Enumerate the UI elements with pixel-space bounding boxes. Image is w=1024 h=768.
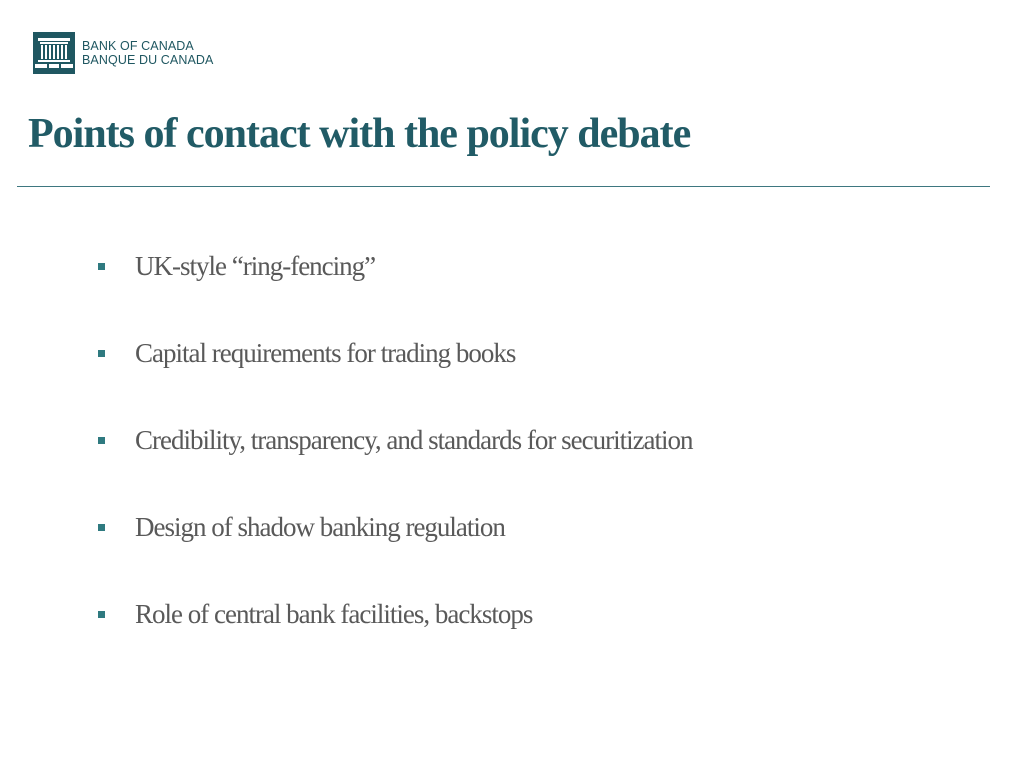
bullet-text: Capital requirements for trading books: [135, 337, 516, 368]
bullet-item: [98, 505, 693, 549]
logo-line-french: BANQUE DU CANADA: [82, 53, 214, 67]
square-bullet-icon: [98, 437, 105, 444]
slide-title: Points of contact with the policy debate: [28, 111, 691, 157]
logo-line-english: BANK OF CANADA: [82, 39, 194, 53]
bullet-item: [98, 592, 693, 636]
square-bullet-icon: [98, 611, 105, 618]
square-bullet-icon: [98, 263, 105, 270]
bullet-item: [98, 331, 693, 375]
square-bullet-icon: [98, 350, 105, 357]
bullet-text: UK-style “ring-fencing”: [135, 250, 376, 281]
logo-wordmark: [82, 39, 213, 67]
bullet-text: Role of central bank facilities, backstops: [135, 598, 533, 629]
bullet-text: Design of shadow banking regulation: [135, 511, 505, 542]
bank-of-canada-logo: [33, 32, 213, 74]
bullet-list: [98, 244, 693, 679]
bullet-item: [98, 244, 693, 288]
bullet-text: Credibility, transparency, and standards for securitization: [135, 424, 693, 455]
bullet-item: [98, 418, 693, 462]
bank-building-icon: [33, 32, 75, 74]
square-bullet-icon: [98, 524, 105, 531]
title-divider: [17, 186, 990, 187]
